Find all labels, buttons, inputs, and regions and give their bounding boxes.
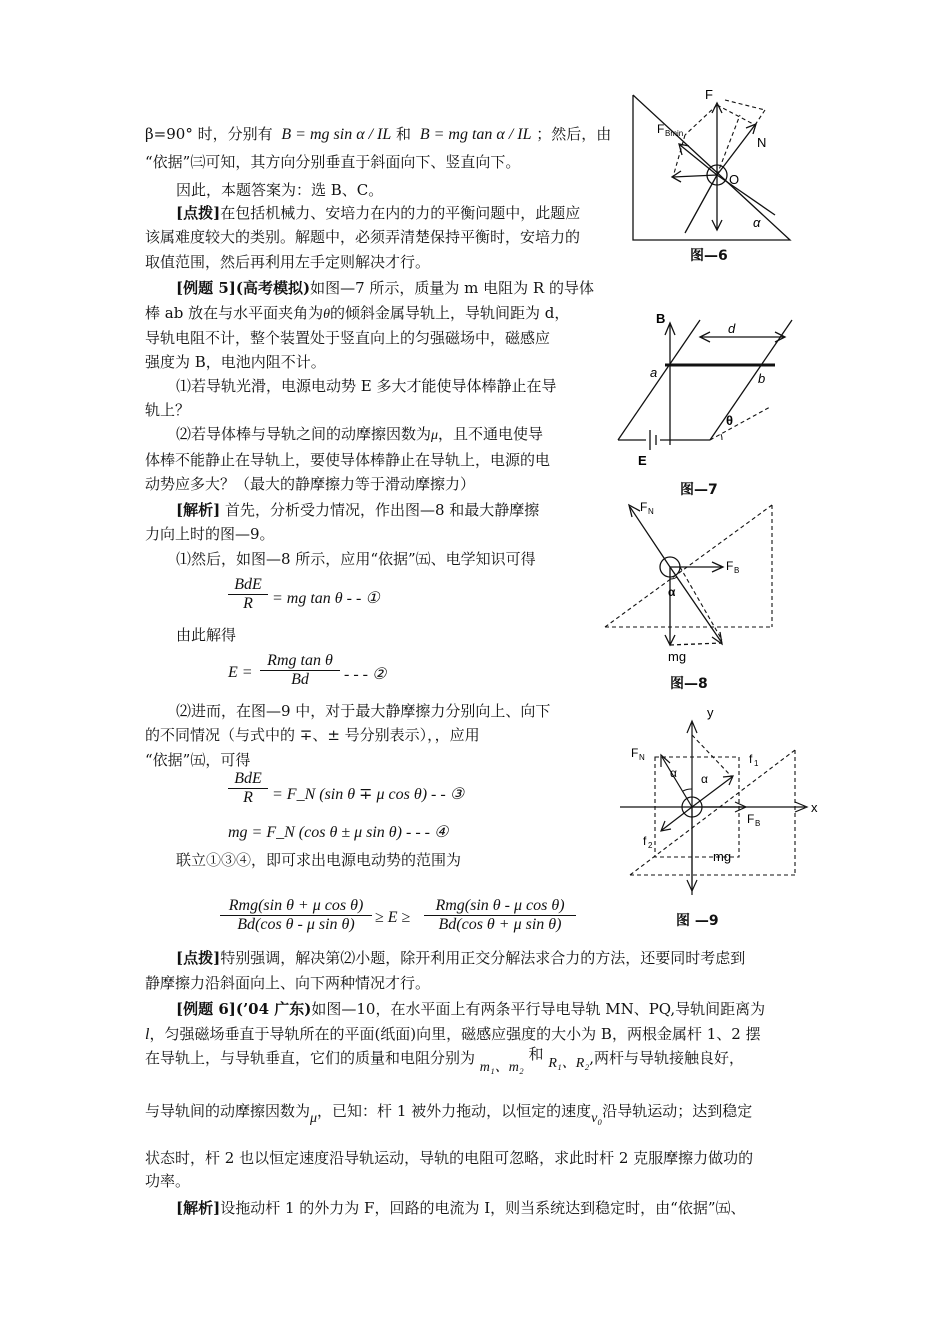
force-label-fn: F [640, 500, 648, 514]
subscript: B [734, 566, 740, 575]
solution-tag: [解析] [176, 1199, 221, 1217]
example-tag: [例题 6] [176, 1000, 236, 1018]
text: β=90° 时，分别有 [145, 125, 273, 143]
example-title: [例题 5](高考模拟)如图—7 所示，质量为 m 电阻为 R 的导体 [176, 279, 594, 297]
equation-1-fraction: BdE R [228, 576, 268, 613]
label-d: d [728, 321, 736, 336]
subscript: Bmin [665, 129, 684, 138]
question-2: ⑵若导体棒与导轨之间的动摩擦因数为μ，且不通电使导 [176, 425, 544, 443]
equation-2-fraction: Rmg tan θ Bd [260, 652, 340, 689]
solution-line: 联立①③④，即可求出电源电动势的范围为 [176, 851, 462, 869]
equation-4: mg = F_N (cos θ ± μ sin θ) - - - ④ [228, 824, 449, 841]
formula-b-tan: B = mg tan α / IL [419, 126, 532, 143]
solution-line: 由此解得 [176, 626, 237, 644]
example-line: 状态时，杆 2 也以恒定速度沿导轨运动，导轨的电阻可忽略，求此时杆 2 克服摩擦力做功的 [145, 1149, 754, 1167]
force-label-f1: f [749, 752, 753, 766]
rail-right [710, 320, 792, 440]
figure-9-caption: 图 —9 [676, 913, 719, 929]
range-lower-fraction: Rmg(sin θ + μ cos θ) Bd(cos θ - μ sin θ) [220, 897, 372, 934]
equation-3: = F_N (sin θ ∓ μ cos θ) - - ③ [272, 786, 465, 803]
figure-6 [625, 85, 805, 245]
force-label-f: F [705, 87, 713, 102]
angle-alpha-label: α [668, 585, 676, 599]
solution-line: “依据”㈤，可得 [145, 751, 251, 769]
axis-label-x: x [811, 800, 818, 815]
range-inequality: ≥ E ≥ [375, 909, 411, 926]
solution-line: ⑴然后，如图—8 所示，应用“依据”㈤、电学知识可得 [176, 550, 536, 568]
solution-tag: [解析] [176, 501, 221, 519]
label-e: E [638, 453, 647, 468]
solution-line: ⑵进而，在图—9 中，对于最大静摩擦力分别向上、向下 [176, 702, 551, 720]
tip-line: [点拨]特别强调，解决第⑵小题，除开利用正交分解法求合力的方法，还要同时考虑到 [176, 949, 746, 967]
figure-7-caption: 图—7 [680, 482, 718, 498]
example-tag: [例题 5] [176, 279, 236, 297]
example-line: 棒 ab 放在与水平面夹角为θ的倾斜金属导轨上，导轨间距为 d， [145, 304, 570, 322]
question-1-cont: 轨上？ [145, 401, 191, 419]
force-label-mg: mg [668, 649, 687, 664]
figure-8 [600, 495, 780, 670]
equation-2: - - - ② [344, 666, 387, 683]
example-line: 功率。 [145, 1172, 191, 1190]
figure-7 [610, 305, 800, 470]
question-2-cont: 体棒不能静止在导轨上，要使导体棒静止在导轨上，电源的电 [145, 451, 551, 469]
tip-line: 该属难度较大的类别。解题中，必须弄清楚保持平衡时，安培力的 [145, 228, 581, 246]
label-b-end: b [758, 371, 766, 386]
subscript: N [639, 753, 645, 762]
example-source: (高考模拟) [235, 279, 311, 297]
subscript: N [648, 507, 654, 516]
force-label-mg: mg [713, 849, 732, 864]
question-2-cont: 动势应多大？（最大的静摩擦力等于滑动摩擦力） [145, 475, 476, 493]
equation-3-fraction: BdE R [228, 770, 268, 807]
subscript: 1 [754, 759, 759, 768]
figure-9 [615, 705, 825, 905]
solution-line: 力向上时的图—9。 [145, 525, 275, 543]
example-line: 强度为 B，电池内阻不计。 [145, 353, 326, 371]
answer-line: 因此，本题答案为：选 B、C。 [176, 181, 384, 199]
para-line [145, 124, 611, 145]
subscript: B [755, 819, 761, 828]
example-line: l，匀强磁场垂直于导轨所在的平面(纸面)向里，磁感应强度的大小为 B，两根金属杆 1、2 摆 [145, 1025, 761, 1043]
label-b: B [656, 311, 666, 326]
label-a: a [650, 365, 658, 380]
para-line: “依据”㈢可知，其方向分别垂直于斜面向下、竖直向下。 [145, 153, 521, 171]
example-line: 在导轨上，与导轨垂直，它们的质量和电阻分别为 m₁、m₂ 和 R₁、R₂,两杆与导轨接触良好， [145, 1045, 744, 1075]
figure-8-caption: 图—8 [670, 676, 708, 692]
point-o-label: O [729, 172, 740, 187]
tip-line: 静摩擦力沿斜面向上、向下两种情况才行。 [145, 974, 431, 992]
example-source: (’04 广东) [235, 1000, 312, 1018]
tip-line: [点拨]在包括机械力、安培力在内的力的平衡问题中，此题应 [176, 204, 581, 222]
equation-1: = mg tan θ - - ① [272, 590, 380, 607]
text: 和 [396, 125, 412, 143]
incline-triangle [633, 95, 790, 240]
formula-b-sin: B = mg sin α / IL [281, 126, 392, 143]
axis-label-y: y [707, 705, 714, 720]
force-label-n: N [757, 135, 767, 150]
rail-left [618, 320, 700, 440]
angle-alpha-label: α [670, 766, 677, 780]
figure-6-caption: 图—6 [690, 248, 728, 264]
text: ；然后，由 [536, 125, 612, 143]
tip-line: 取值范围，然后再利用左手定则解决才行。 [145, 253, 431, 271]
range-upper-fraction: Rmg(sin θ - μ cos θ) Bd(cos θ + μ sin θ) [424, 897, 576, 934]
question-1: ⑴若导轨光滑，电源电动势 E 多大才能使导体棒静止在导 [176, 377, 557, 395]
force-label-fbmin: F [657, 122, 665, 136]
angle-alpha-label: α [701, 772, 708, 786]
force-label-f2: f [643, 834, 647, 848]
label-theta: θ [726, 413, 734, 428]
angle-alpha-label: α [753, 215, 761, 230]
force-label-fb: F [726, 559, 734, 573]
subscript: 2 [648, 841, 653, 850]
example-title: [例题 6](’04 广东)如图—10，在水平面上有两条平行导电导轨 MN、PQ,导轨间距离为 [176, 1000, 766, 1018]
tip-tag: [点拨] [176, 949, 221, 967]
equation-2-lhs: E = [228, 664, 253, 681]
solution-line: 的不同情况（与式中的 ∓、± 号分别表示），，应用 [145, 726, 480, 744]
example-line: 与导轨间的动摩擦因数为μ，已知：杆 1 被外力拖动，以恒定的速度v₀沿导轨运动；达到稳定 [145, 1102, 753, 1126]
force-label-fb: F [747, 812, 755, 826]
example-line: 导轨电阻不计，整个装置处于竖直向上的匀强磁场中，磁感应 [145, 329, 551, 347]
force-label-fn: F [631, 746, 639, 760]
tip-tag: [点拨] [176, 204, 221, 222]
solution-line: [解析]设拖动杆 1 的外力为 F，回路的电流为 I，则当系统达到稳定时，由“依据”㈤、 [176, 1199, 746, 1217]
solution-line: [解析] 首先，分析受力情况，作出图—8 和最大静摩擦 [176, 501, 540, 519]
